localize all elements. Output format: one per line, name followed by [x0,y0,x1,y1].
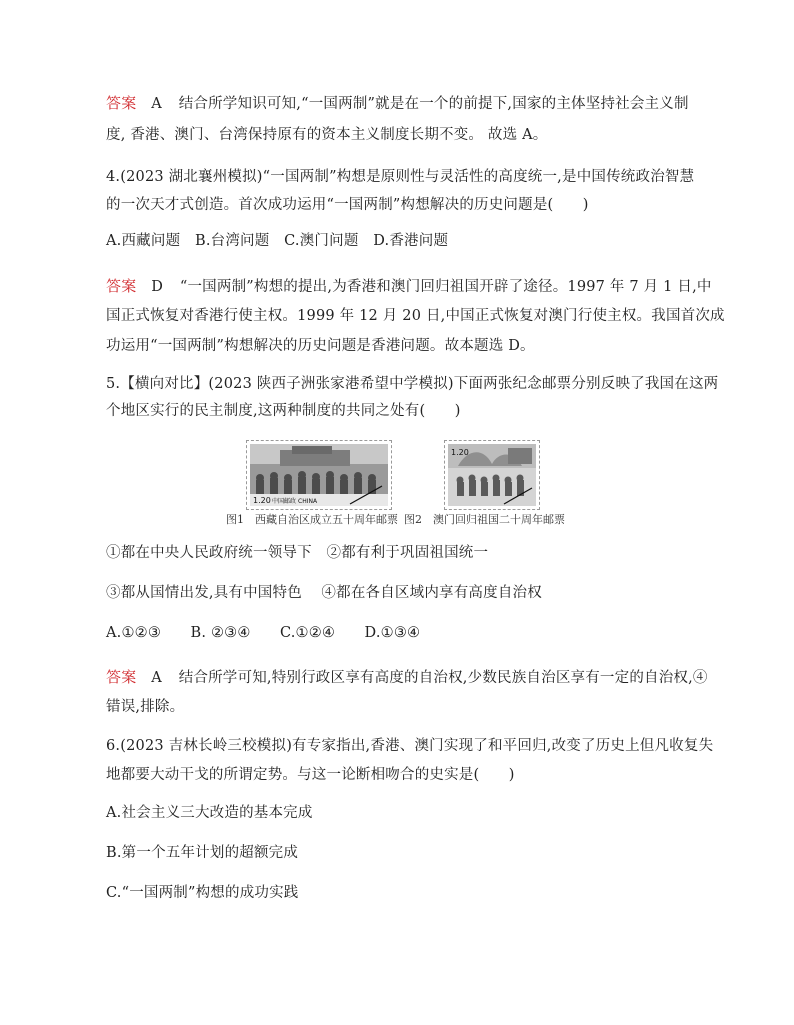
q3-answer-line-2: 度, 香港、澳门、台湾保持原有的资本主义制度长期不变。 故选 A。 [106,127,548,143]
stamp-tibet-illustration [250,444,388,506]
q6-option-c: C.“一国两制”构想的成功实践 [106,885,299,901]
answer-letter: D [151,279,164,295]
q6-option-a: A.社会主义三大改造的基本完成 [106,805,313,821]
stamp-macao-value: 1.20 [451,448,469,457]
q4-answer-line-1 [106,276,712,297]
stamp-tibet-value: 1.20 [253,496,271,505]
stamp-tibet-label: 中国邮政 [272,498,297,505]
answer-label: 答案 [106,94,137,112]
q6-stem-line-2: 地都要大动干戈的所谓定势。与这一论断相吻合的史实是( ) [106,767,515,783]
stamp-macao-illustration [448,444,536,506]
q4-stem-line-2: 的一次天才式创造。首次成功运用“一国两制”构想解决的历史问题是( ) [106,197,589,213]
q4-answer-line-2: 国正式恢复对香港行使主权。1999 年 12 月 20 日,中国正式恢复对澳门行使主权。我国首次成 [106,308,725,324]
figure-caption-2: 图2 澳门回归祖国二十周年邮票 [404,513,565,526]
q5-items-line-2: ③都从国情出发,具有中国特色 ④都在各自区域内享有高度自治权 [106,585,542,601]
q5-stem-line-2: 个地区实行的民主制度,这两种制度的共同之处有( ) [106,403,461,419]
figure-caption-1: 图1 西藏自治区成立五十周年邮票 [226,513,398,526]
q4-options: A.西藏问题 B.台湾问题 C.澳门问题 D.香港问题 [106,233,449,249]
q5-options: A.①②③ B. ②③④ C.①②④ D.①③④ [106,625,421,641]
answer-letter: A [151,96,162,112]
answer-letter: A [151,670,162,686]
answer-label: 答案 [106,277,137,295]
q6-option-b: B.第一个五年计划的超额完成 [106,845,299,861]
q5-items-line-1: ①都在中央人民政府统一领导下 ②都有利于巩固祖国统一 [106,545,489,561]
q4-answer-line-3: 功运用“一国两制”构想解决的历史问题是香港问题。故本题选 D。 [106,338,535,354]
q5-answer-line-2: 错误,排除。 [106,699,185,715]
q5-answer-line-1 [106,667,708,688]
answer-label: 答案 [106,668,137,686]
q6-stem-line-1: 6.(2023 吉林长岭三校模拟)有专家指出,香港、澳门实现了和平回归,改变了历史上但凡收复失 [106,738,714,754]
stamp-tibet-label-2: CHINA [298,498,318,505]
answer-text: 结合所学可知,特别行政区享有高度的自治权,少数民族自治区享有一定的自治权,④ [178,670,708,686]
stamp-tibet-image [246,440,392,510]
q5-stem-line-1: 5.【横向对比】(2023 陕西子洲张家港希望中学模拟)下面两张纪念邮票分别反映了我国在这两 [106,376,719,392]
q4-stem-line-1: 4.(2023 湖北襄州模拟)“一国两制”构想是原则性与灵活性的高度统一,是中国传统政治智慧 [106,169,695,185]
stamps-figure [246,440,546,510]
stamp-macao-image [444,440,540,510]
q3-answer-line-1 [106,93,689,114]
answer-text: 结合所学知识可知,“一国两制”就是在一个的前提下,国家的主体坚持社会主义制 [178,96,689,112]
answer-text: “一国两制”构想的提出,为香港和澳门回归祖国开辟了途径。1997 年 7 月 1 日,中 [179,279,712,295]
